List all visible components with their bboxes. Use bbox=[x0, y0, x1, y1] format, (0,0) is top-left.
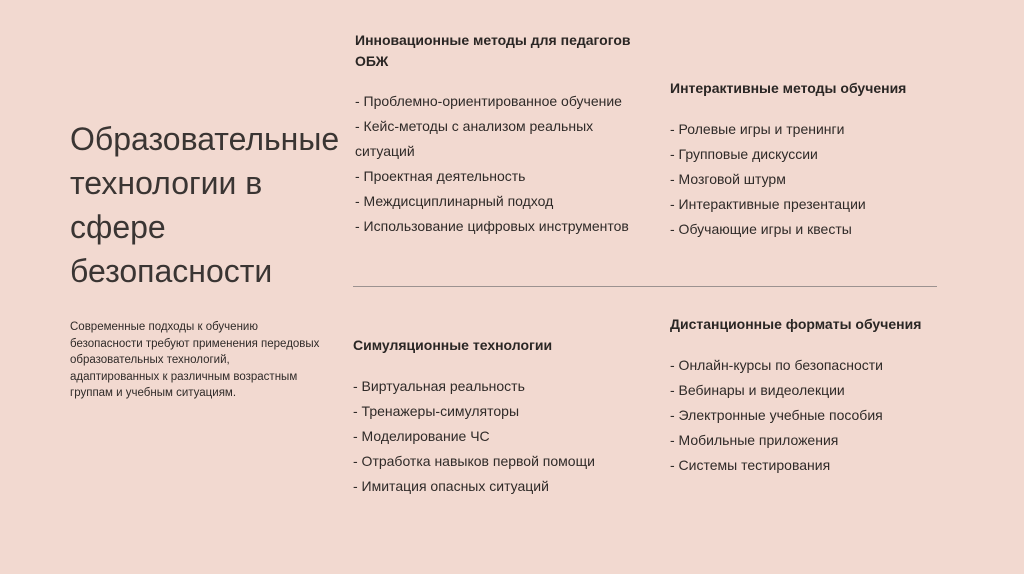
block-list bbox=[670, 117, 960, 242]
list-item: - Виртуальная реальность bbox=[353, 378, 525, 394]
block-heading: Интерактивные методы обучения bbox=[670, 80, 907, 96]
list-item: - Моделирование ЧС bbox=[353, 428, 490, 444]
block-simulation-technologies bbox=[353, 335, 643, 499]
block-distance-formats bbox=[670, 314, 960, 478]
block-heading: Симуляционные технологии bbox=[353, 337, 553, 353]
list-item: - Использование цифровых инструментов bbox=[355, 218, 629, 234]
list-item: - Интерактивные презентации bbox=[670, 196, 866, 212]
list-item: - Мобильные приложения bbox=[670, 432, 839, 448]
list-item: - Групповые дискуссии bbox=[670, 146, 818, 162]
section-divider bbox=[353, 286, 937, 287]
block-heading: Дистанционные форматы обучения bbox=[670, 316, 922, 332]
list-item: - Вебинары и видеолекции bbox=[670, 382, 845, 398]
list-item: - Имитация опасных ситуаций bbox=[353, 478, 549, 494]
list-item: - Мозговой штурм bbox=[670, 171, 786, 187]
block-innovative-methods bbox=[355, 30, 645, 239]
block-list bbox=[353, 374, 643, 499]
list-item: - Обучающие игры и квесты bbox=[670, 221, 852, 237]
list-item: - Кейс-методы с анализом реальных ситуаций bbox=[355, 118, 594, 159]
list-item: - Онлайн-курсы по безопасности bbox=[670, 357, 883, 373]
list-item: - Проблемно-ориентированное обучение bbox=[355, 93, 622, 109]
list-item: - Междисциплинарный подход bbox=[355, 193, 554, 209]
slide-title: Образовательные технологии в сфере безопасности bbox=[70, 121, 340, 289]
list-item: - Отработка навыков первой помощи bbox=[353, 453, 595, 469]
list-item: - Проектная деятельность bbox=[355, 168, 526, 184]
block-interactive-methods bbox=[670, 78, 960, 242]
block-heading: Инновационные методы для педагогов ОБЖ bbox=[355, 32, 631, 69]
slide-subtitle: Современные подходы к обучению безопасности требуют применения передовых образовательных технологий, адаптированных к различным возрастным группам и учебным ситуациям. bbox=[70, 321, 320, 399]
list-item: - Ролевые игры и тренинги bbox=[670, 121, 845, 137]
list-item: - Электронные учебные пособия bbox=[670, 407, 883, 423]
list-item: - Тренажеры-симуляторы bbox=[353, 403, 520, 419]
list-item: - Системы тестирования bbox=[670, 457, 831, 473]
block-list bbox=[670, 353, 960, 478]
block-list bbox=[355, 89, 645, 239]
